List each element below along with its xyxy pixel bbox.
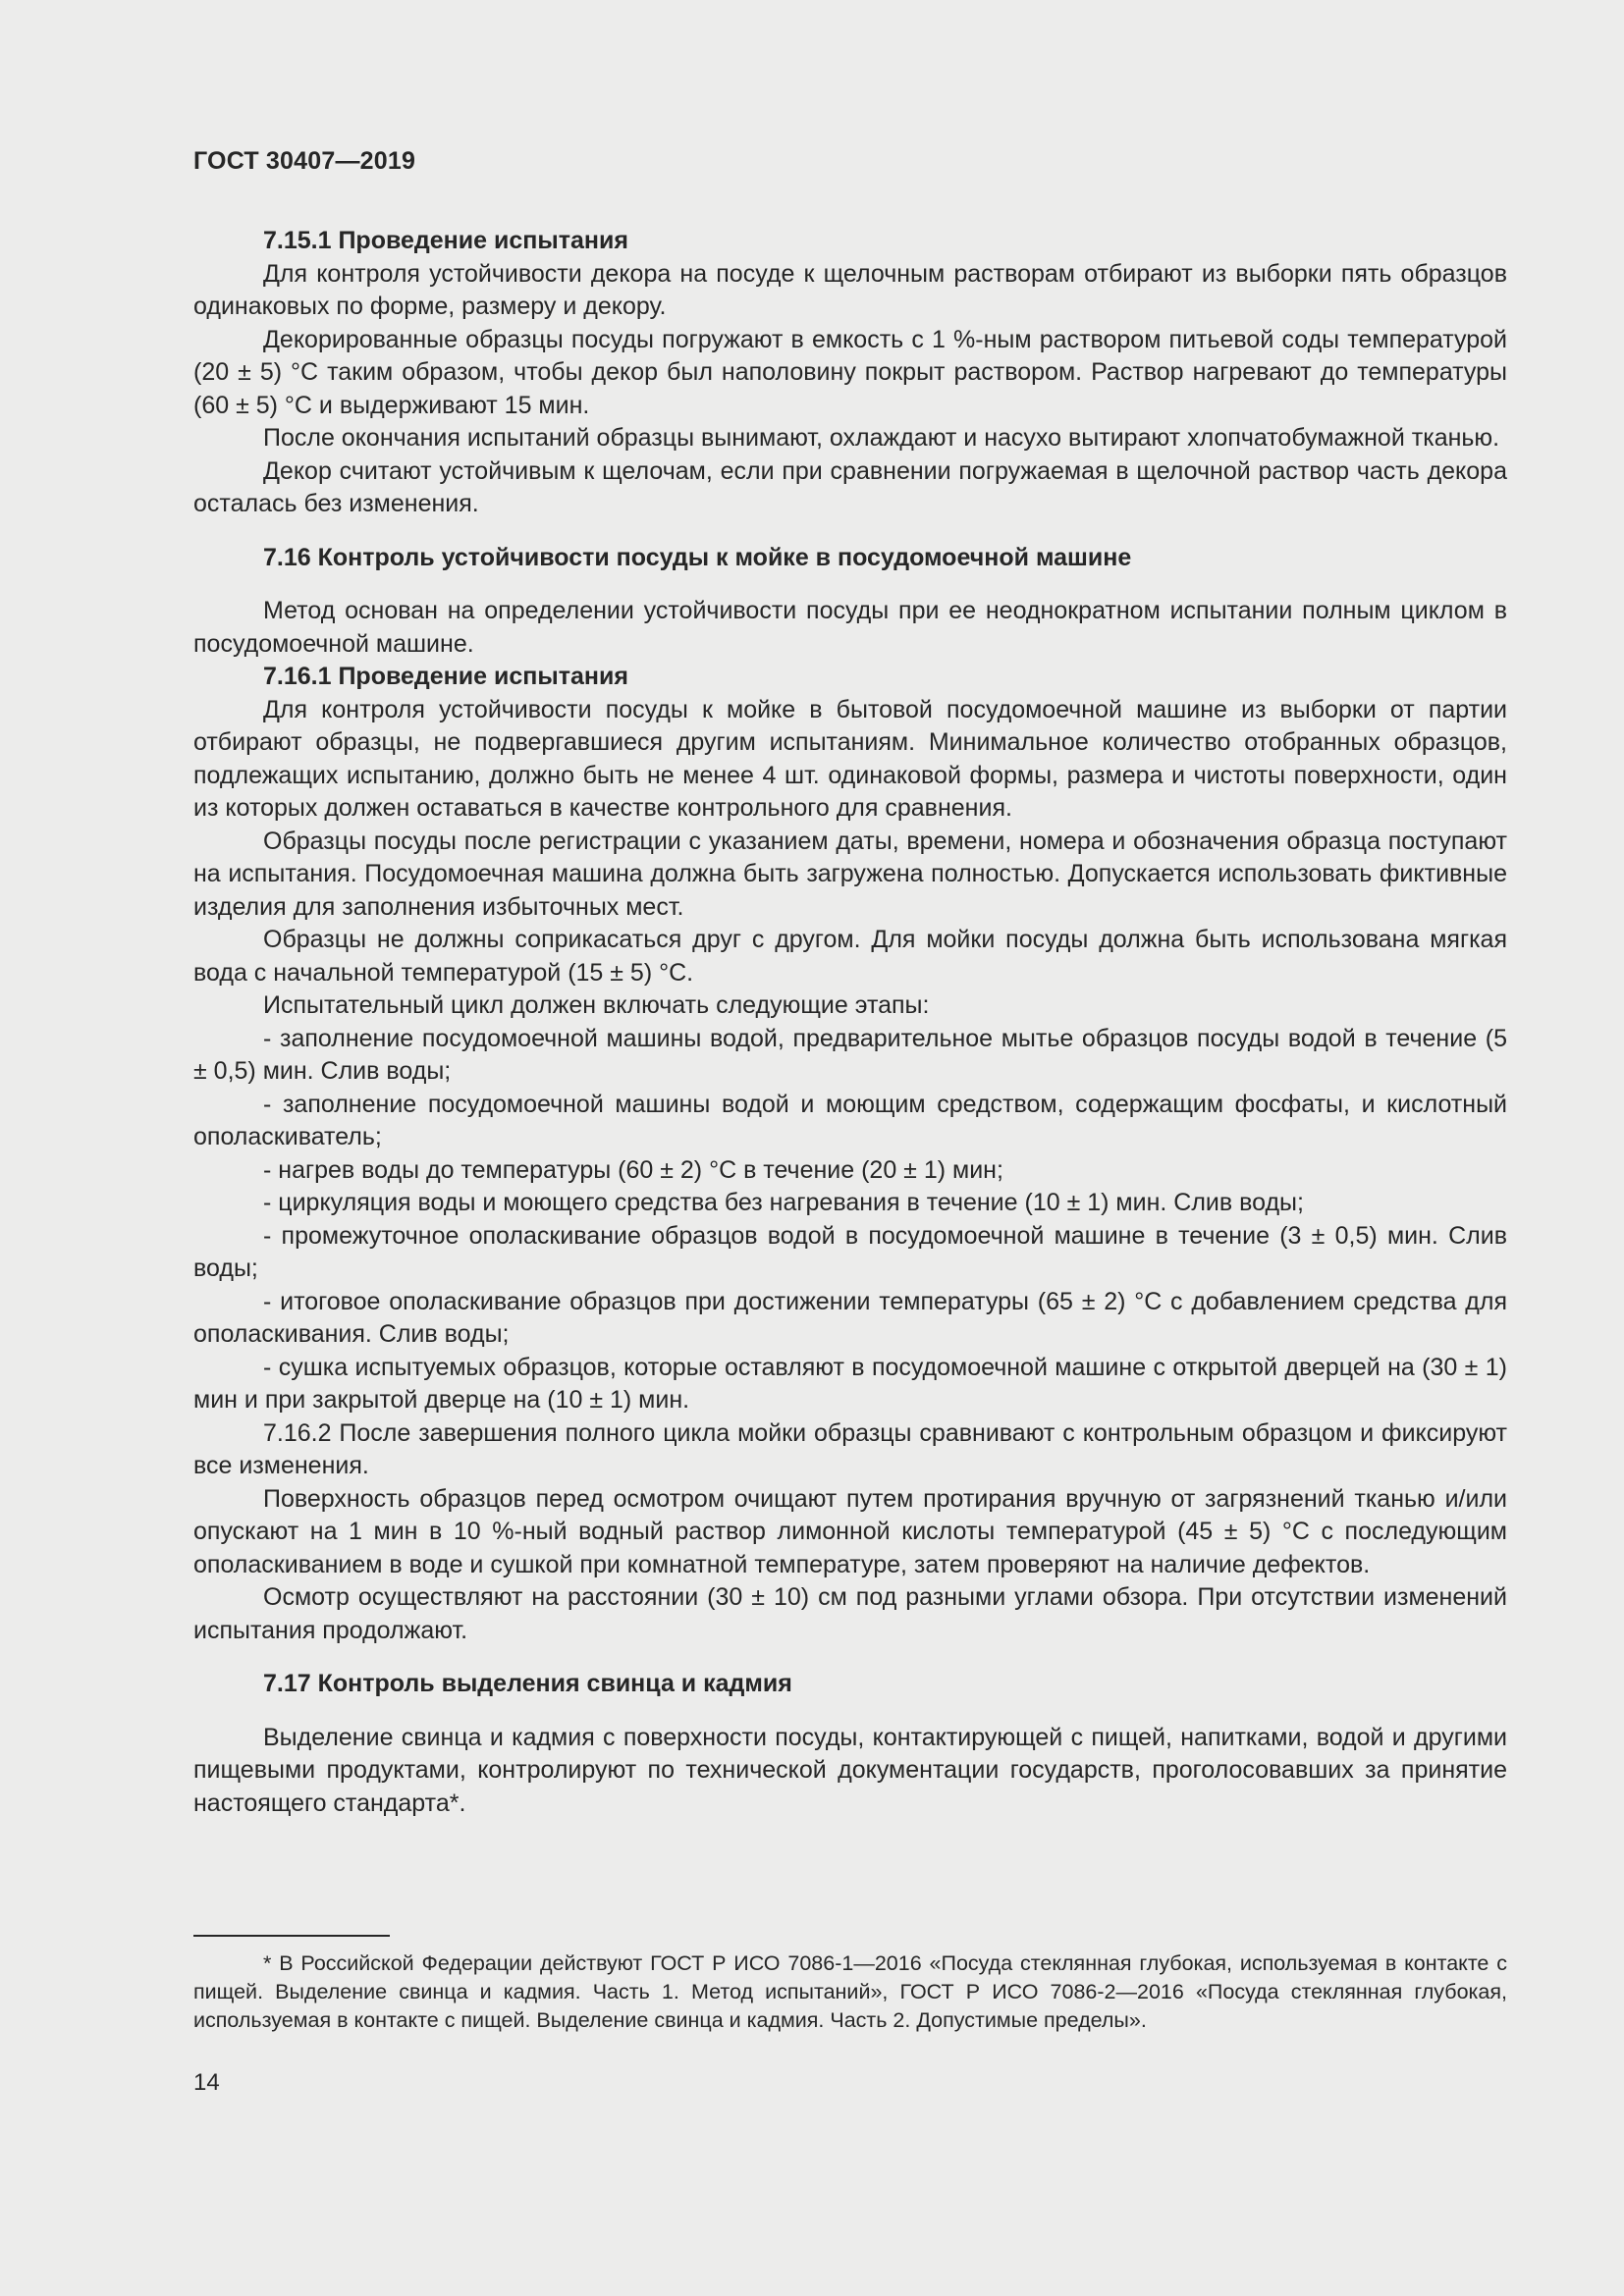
- paragraph: Образцы посуды после регистрации с указанием даты, времени, номера и обозначения образца поступают на испытания. Посудомоечная машина должна быть загружена полностью. Допускается использовать фиктивные изделия для заполнения избыточных мест.: [193, 827, 1507, 921]
- paragraph: Испытательный цикл должен включать следующие этапы:: [263, 991, 930, 1019]
- paragraph: Метод основан на определении устойчивости посуды при ее неоднократном испытании полным циклом в посудомоечной машине.: [193, 597, 1507, 658]
- section-7-16-1-heading: 7.16.1 Проведение испытания: [263, 663, 628, 690]
- list-item: - заполнение посудомоечной машины водой и моющим средством, содержащим фосфаты, и кислотный ополаскиватель;: [193, 1090, 1507, 1150]
- paragraph: Декор считают устойчивым к щелочам, если при сравнении погружаемая в щелочной раствор часть декора осталась без изменения.: [193, 456, 1507, 517]
- footnote: * В Российской Федерации действуют ГОСТ Р ИСО 7086-1—2016 «Посуда стеклянная глубокая, используемая в контакте с пищей. Выделение свинца и кадмия. Часть 1. Метод испытаний», ГОСТ Р ИСО 7086-2—2016 «Посуда стеклянная глубокая, используемая в контакте с пищей. Выделение свинца и кадмия. Часть 2. Допустимые пределы».: [193, 1951, 1507, 2032]
- list-item: - циркуляция воды и моющего средства без нагревания в течение (10 ± 1) мин. Слив воды;: [263, 1189, 1304, 1216]
- paragraph: Для контроля устойчивости декора на посуде к щелочным растворам отбирают из выборки пять образцов одинаковых по форме, размеру и декору.: [193, 259, 1507, 320]
- list-item: - промежуточное ополаскивание образцов водой в посудомоечной машине в течение (3 ± 0,5) мин. Слив воды;: [193, 1221, 1507, 1282]
- paragraph: Осмотр осуществляют на расстоянии (30 ± 10) см под разными углами обзора. При отсутствии изменений испытания продолжают.: [193, 1583, 1507, 1644]
- paragraph: Образцы не должны соприкасаться друг с другом. Для мойки посуды должна быть использована мягкая вода с начальной температурой (15 ± 5) °С.: [193, 926, 1507, 987]
- page-number: 14: [193, 2069, 220, 2096]
- paragraph: Для контроля устойчивости посуды к мойке в бытовой посудомоечной машине из выборки от партии отбирают образцы, не подвергавшиеся другим испытаниям. Минимальное количество отобранных образцов, подлежащих испытанию, должно быть не менее 4 шт. одинаковой формы, размера и чистоты поверхности, один из которых должен оставаться в качестве контрольного для сравнения.: [193, 695, 1507, 822]
- document-header: ГОСТ 30407—2019: [193, 147, 416, 175]
- list-item: - сушка испытуемых образцов, которые оставляют в посудомоечной машине с открытой дверцей на (30 ± 1) мин и при закрытой дверце на (10 ± 1) мин.: [193, 1353, 1507, 1414]
- paragraph: Поверхность образцов перед осмотром очищают путем протирания вручную от загрязнений тканью и/или опускают на 1 мин в 10 %-ный водный раствор лимонной кислоты температурой (45 ± 5) °С с последующим ополаскиванием в воде и сушкой при комнатной температуре, затем проверяют на наличие дефектов.: [193, 1484, 1507, 1578]
- paragraph: Декорированные образцы посуды погружают в емкость с 1 %-ным раствором питьевой соды температурой (20 ± 5) °С таким образом, чтобы декор был наполовину покрыт раствором. Раствор нагревают до температуры (60 ± 5) °С и выдерживают 15 мин.: [193, 325, 1507, 419]
- footnote-divider: [193, 1935, 390, 1937]
- list-item: - заполнение посудомоечной машины водой, предварительное мытье образцов посуды водой в течение (5 ± 0,5) мин. Слив воды;: [193, 1024, 1507, 1085]
- paragraph: После окончания испытаний образцы вынимают, охлаждают и насухо вытирают хлопчатобумажной тканью.: [263, 424, 1500, 452]
- list-item: - итоговое ополаскивание образцов при достижении температуры (65 ± 2) °С с добавлением средства для ополаскивания. Слив воды;: [193, 1287, 1507, 1348]
- paragraph: Выделение свинца и кадмия с поверхности посуды, контактирующей с пищей, напитками, водой и другими пищевыми продуктами, контролируют по технической документации государств, проголосовавших за принятие настоящего стандарта*.: [193, 1723, 1507, 1817]
- paragraph: 7.16.2 После завершения полного цикла мойки образцы сравнивают с контрольным образцом и фиксируют все изменения.: [193, 1418, 1507, 1479]
- section-7-17-heading: 7.17 Контроль выделения свинца и кадмия: [263, 1670, 792, 1697]
- document-body: [193, 225, 1507, 1820]
- section-7-16-heading: 7.16 Контроль устойчивости посуды к мойке в посудомоечной машине: [263, 543, 1132, 571]
- section-7-15-1-heading: 7.15.1 Проведение испытания: [263, 227, 628, 254]
- list-item: - нагрев воды до температуры (60 ± 2) °С в течение (20 ± 1) мин;: [263, 1155, 1003, 1184]
